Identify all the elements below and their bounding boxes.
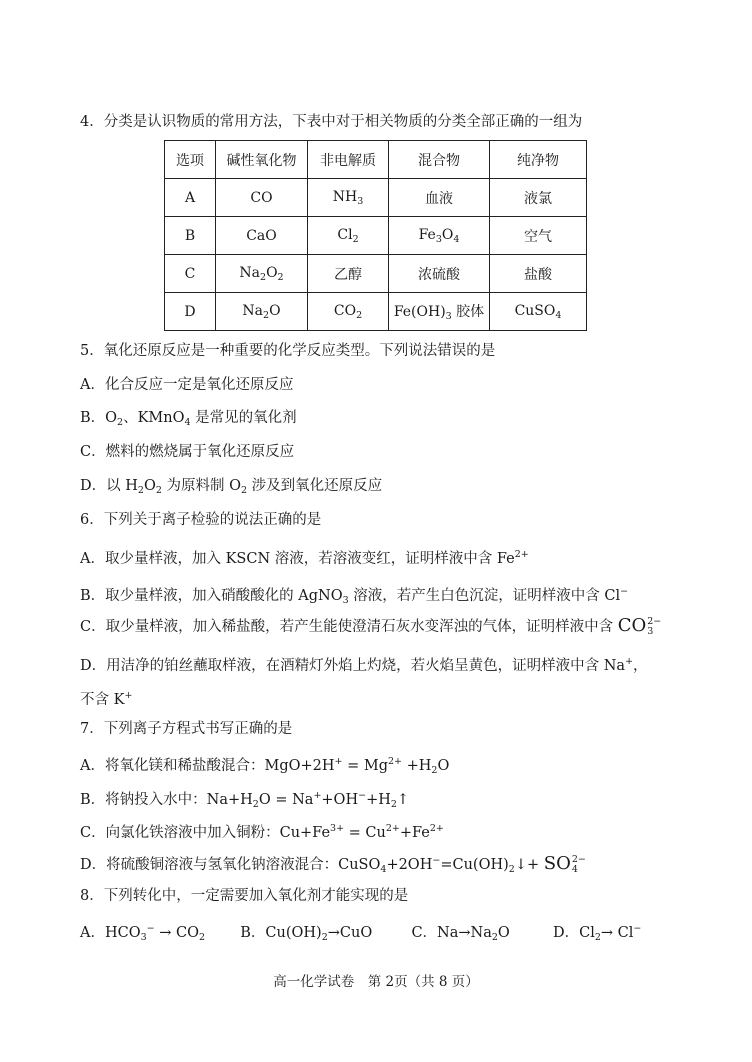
q8-option-a: A．$HCO_3^- \to CO_2$ xyxy=(80,923,206,943)
q6-option-d: D．用洁净的铂丝蘸取样液，在酒精灯外焰上灼烧，若火焰呈黄色，证明样液中含 Na+， xyxy=(80,656,648,674)
q7-option-a: A．将氧化镁和稀盐酸混合：$MgO+2H^+ = Mg^{2+} +H_2O$ xyxy=(80,756,450,776)
cell-pure: 液氯 xyxy=(490,179,587,217)
cell-option: A xyxy=(165,179,216,217)
cell-mixture: $Fe(OH)_3$ 胶体 xyxy=(389,293,490,331)
q5-option-d: D．以 $H_2O_2$ 为原料制 $O_2$ 涉及到氧化还原反应 xyxy=(80,478,383,496)
q7-option-d: D．将硫酸铜溶液与氢氧化钠溶液混合：$CuSO_4+2OH^-=Cu(OH)_2↓+$ SO 2− 4 xyxy=(80,853,586,875)
q8-option-b: B．$Cu(OH)_2\to CuO$ xyxy=(240,925,373,943)
q7-option-b: B．将钠投入水中：$Na+H_2O$ = $Na^++OH^-+H_2↑$ xyxy=(80,790,410,810)
q5-option-b: B．$O_2$、KMnO$_4$ 是常见的氧化剂 xyxy=(80,410,297,428)
header-non-electrolyte: 非电解质 xyxy=(308,141,389,179)
q6-option-b: B．取少量样液，加入硝酸酸化的 AgNO$_3$ 溶液，若产生白色沉淀，证明样液中含 Cl− xyxy=(80,586,629,606)
cell-mixture: 浓硫酸 xyxy=(389,255,490,293)
cell-non-electrolyte: $NH_3$ xyxy=(308,179,389,217)
q4-stem: 4．分类是认识物质的常用方法，下表中对于相关物质的分类全部正确的一组为 xyxy=(80,114,583,130)
table-row xyxy=(165,217,587,255)
cell-basic-oxide: CaO xyxy=(216,217,308,255)
cell-non-electrolyte: $CO_2$ xyxy=(308,293,389,331)
cell-non-electrolyte: $Cl_2$ xyxy=(308,217,389,255)
cell-mixture: $Fe_3O_4$ xyxy=(389,217,490,255)
q6-option-c: C．取少量样液，加入稀盐酸，若产生能使澄清石灰水变浑浊的气体，证明样液中含 CO 2− 3 xyxy=(80,615,662,637)
q8-stem: 8．下列转化中，一定需要加入氧化剂才能实现的是 xyxy=(80,888,409,904)
cell-basic-oxide: CO xyxy=(216,179,308,217)
q8-option-c: C．$Na\to Na_2O$ xyxy=(411,925,510,943)
header-option: 选项 xyxy=(165,141,216,179)
q5-option-a: A．化合反应一定是氧化还原反应 xyxy=(80,377,294,393)
carbonate-ion: CO xyxy=(617,615,647,636)
header-pure: 纯净物 xyxy=(490,141,587,179)
table-row xyxy=(165,293,587,331)
q5-stem: 5．氧化还原反应是一种重要的化学反应类型。下列说法错误的是 xyxy=(80,343,496,359)
q5-option-c: C．燃料的燃烧属于氧化还原反应 xyxy=(80,444,295,460)
header-mixture: 混合物 xyxy=(389,141,490,179)
cell-option: C xyxy=(165,255,216,293)
q8-options xyxy=(80,919,641,948)
table-header-row xyxy=(165,141,587,179)
page-footer: 高一化学试卷 第 2页（共 8 页） xyxy=(273,974,479,990)
table-row xyxy=(165,179,587,217)
q6-option-d-cont: 不含 K+ xyxy=(80,690,133,708)
cell-option: B xyxy=(165,217,216,255)
cell-basic-oxide: $Na_2O_2$ xyxy=(216,255,308,293)
q8-option-d: D．$Cl_2\to Cl^-$ xyxy=(553,923,642,943)
cell-non-electrolyte: 乙醇 xyxy=(308,255,389,293)
cell-pure: 盐酸 xyxy=(490,255,587,293)
table-row xyxy=(165,255,587,293)
q6-option-a: A．取少量样液，加入 KSCN 溶液，若溶液变红，证明样液中含 $Fe^{2+}$ xyxy=(80,549,529,567)
cell-mixture: 血液 xyxy=(389,179,490,217)
cell-option: D xyxy=(165,293,216,331)
classification-table xyxy=(164,140,587,331)
header-basic-oxide: 碱性氧化物 xyxy=(216,141,308,179)
q7-option-c: C．向氯化铁溶液中加入铜粉：$Cu+Fe^{3+} = Cu^{2+}+Fe^{2+}$ xyxy=(80,823,444,841)
sulfate-ion: SO xyxy=(543,853,571,874)
q6-stem: 6．下列关于离子检验的说法正确的是 xyxy=(80,512,322,528)
q7-stem: 7．下列离子方程式书写正确的是 xyxy=(80,721,293,737)
cell-pure: 空气 xyxy=(490,217,587,255)
cell-pure: CuSO$_4$ xyxy=(490,293,587,331)
cell-basic-oxide: $Na_2O$ xyxy=(216,293,308,331)
